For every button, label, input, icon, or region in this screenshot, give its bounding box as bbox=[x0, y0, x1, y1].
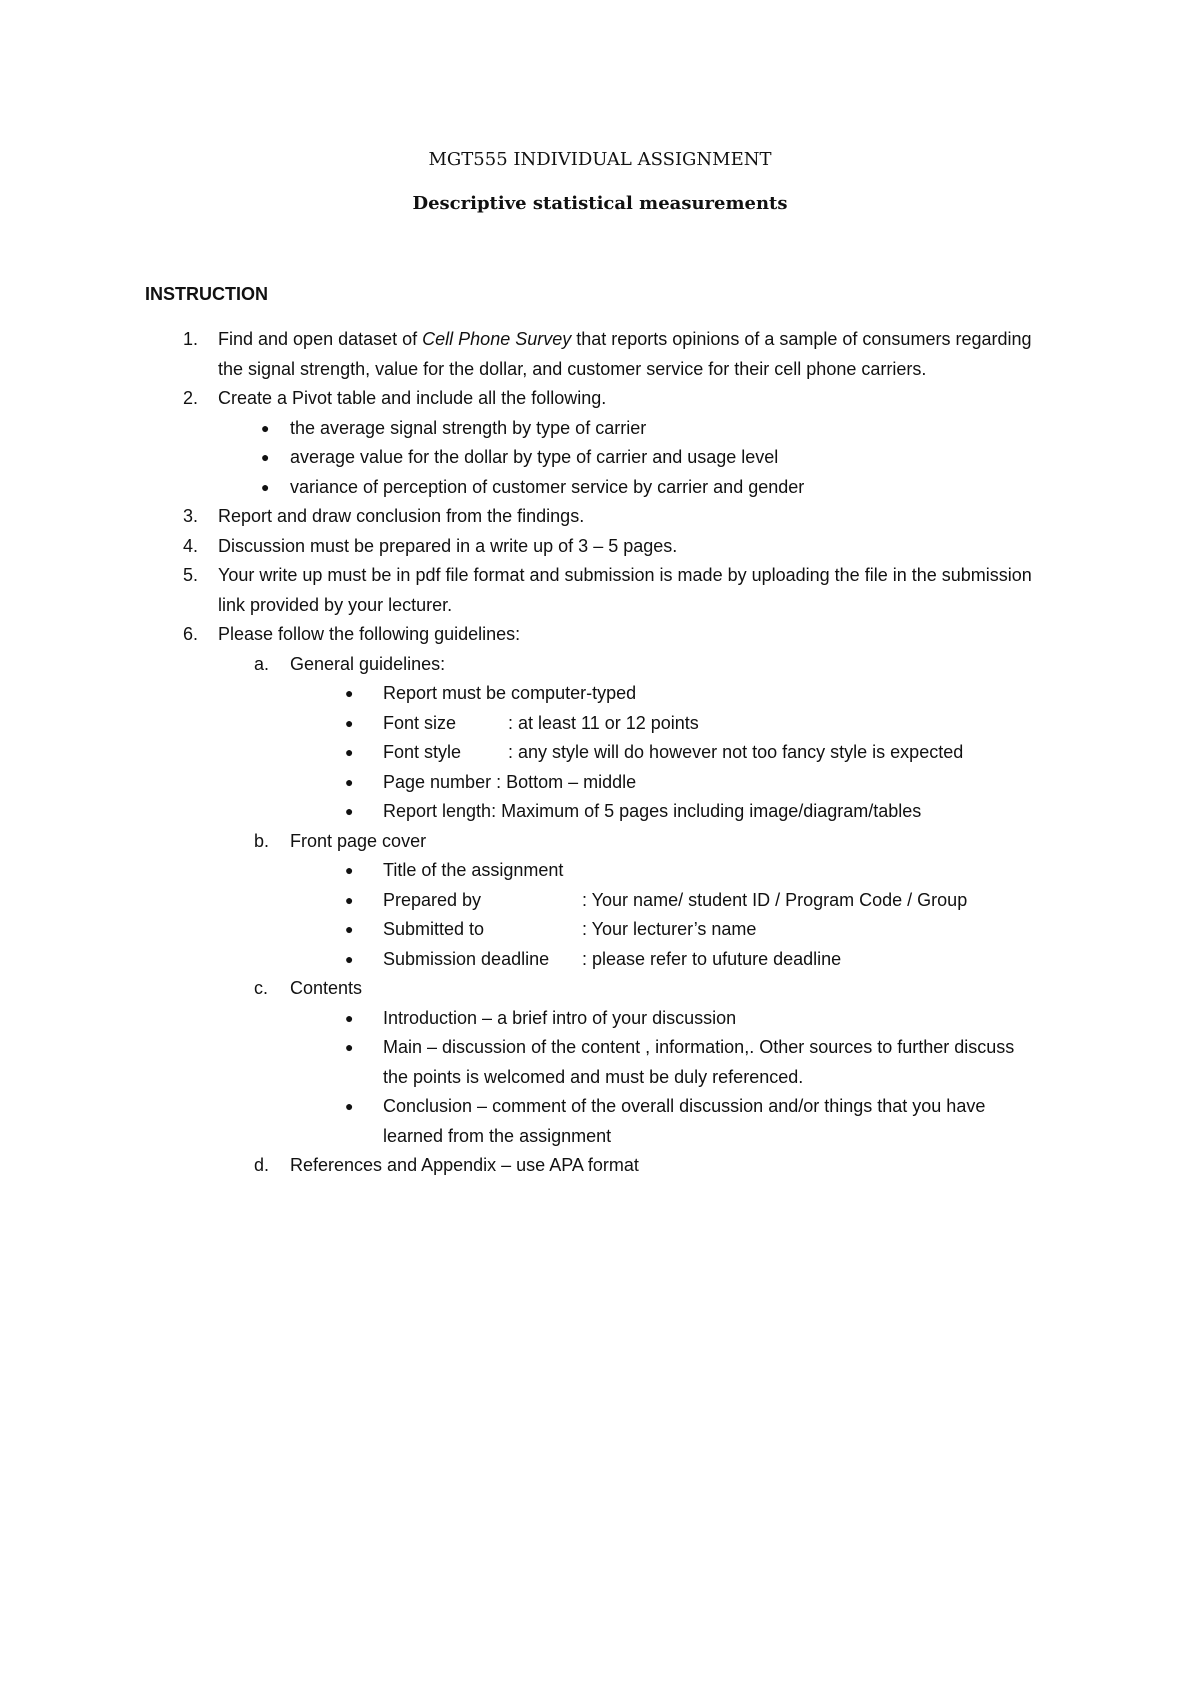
sub-item-letter: a. bbox=[254, 653, 270, 674]
field-label: Submission deadline bbox=[383, 948, 550, 969]
bullet-text bbox=[0, 886, 1043, 916]
item-text-part: Find and open dataset of bbox=[218, 329, 423, 349]
bullet-icon: ● bbox=[261, 478, 270, 495]
list-item bbox=[0, 502, 1200, 532]
bullet-icon: ● bbox=[345, 1098, 354, 1114]
bullet-text: average value for the dollar by type of carrier and usage level bbox=[290, 447, 779, 467]
sub-item bbox=[0, 650, 1200, 680]
document-subtitle: Descriptive statistical measurements bbox=[412, 193, 788, 214]
bullet-icon: ● bbox=[345, 773, 354, 790]
bullet-icon: ● bbox=[345, 921, 354, 937]
bullet-icon: ● bbox=[261, 449, 270, 465]
list-item bbox=[0, 325, 1200, 384]
bullet-text bbox=[0, 915, 1043, 945]
bullet-icon: ● bbox=[345, 862, 354, 878]
item-text: Discussion must be prepared in a write up of 3 – 5 pages. bbox=[218, 535, 678, 556]
item-text: Create a Pivot table and include all the following. bbox=[218, 388, 607, 408]
bullet-item bbox=[0, 709, 1200, 739]
field-value: : any style will do however not too fancy style is expected bbox=[508, 742, 964, 762]
field-label: Page number bbox=[383, 771, 492, 792]
bullet-item bbox=[0, 768, 1200, 798]
sub-item-letter: c. bbox=[254, 978, 269, 998]
bullet-item bbox=[0, 856, 1200, 886]
list-item bbox=[0, 620, 1200, 650]
bullet-item bbox=[0, 1004, 1200, 1034]
bullet-item bbox=[0, 473, 1200, 503]
bullet-text bbox=[0, 945, 1043, 975]
item-number: 1. bbox=[183, 329, 199, 349]
bullet-item bbox=[0, 443, 1200, 473]
item-text bbox=[0, 325, 1058, 384]
sub-item-letter: d. bbox=[254, 1155, 270, 1175]
bullet-icon: ● bbox=[345, 744, 354, 760]
bullet-text bbox=[0, 768, 1043, 798]
bullet-text: Report must be computer-typed bbox=[383, 683, 637, 703]
field-label: Font style bbox=[383, 742, 462, 762]
field-value: : Your lecturer’s name bbox=[582, 919, 757, 939]
bullet-item bbox=[0, 738, 1200, 768]
bullet-text: variance of perception of customer service by carrier and gender bbox=[290, 476, 805, 497]
bullet-item bbox=[0, 797, 1200, 827]
bullet-text: Main – discussion of the content , information,. Other sources to further discuss the points is welcomed and must be duly referenced. bbox=[383, 1037, 1015, 1087]
bullet-item bbox=[0, 414, 1200, 444]
item-number: 6. bbox=[183, 624, 199, 644]
list-item bbox=[0, 532, 1200, 562]
bullet-icon: ● bbox=[345, 803, 354, 819]
bullet-item bbox=[0, 945, 1200, 975]
item-text: Report and draw conclusion from the findings. bbox=[218, 506, 585, 526]
bullet-icon: ● bbox=[345, 1009, 354, 1026]
bullet-item bbox=[0, 915, 1200, 945]
item-number: 5. bbox=[183, 565, 199, 585]
bullet-text: Introduction – a brief intro of your discussion bbox=[383, 1007, 737, 1028]
bullet-text: the average signal strength by type of carrier bbox=[290, 417, 647, 438]
sub-item-letter: b. bbox=[254, 830, 270, 851]
instruction-heading: INSTRUCTION bbox=[145, 284, 268, 304]
sub-item-title: Contents bbox=[290, 978, 363, 998]
document-title: MGT555 INDIVIDUAL ASSIGNMENT bbox=[428, 149, 772, 170]
sub-item-title: References and Appendix – use APA format bbox=[290, 1155, 639, 1175]
item-text-part: that reports opinions of a sample of consumers regarding the signal strength, value for the dollar, and customer service for their cell phone carriers. bbox=[218, 329, 1032, 379]
item-number: 4. bbox=[183, 535, 199, 556]
bullet-icon: ● bbox=[261, 419, 270, 436]
bullet-text: Conclusion – comment of the overall discussion and/or things that you have learned from the assignment bbox=[383, 1096, 986, 1146]
list-item bbox=[0, 561, 1200, 620]
dataset-name: Cell Phone Survey bbox=[422, 329, 572, 349]
bullet-icon: ● bbox=[345, 685, 354, 701]
item-text: Please follow the following guidelines: bbox=[218, 624, 521, 644]
bullet-item bbox=[0, 679, 1200, 709]
bullet-item bbox=[0, 886, 1200, 916]
item-text: Your write up must be in pdf file format and submission is made by uploading the file in the submission link provided by your lecturer. bbox=[218, 565, 1032, 615]
bullet-item bbox=[0, 1092, 1200, 1151]
sub-item bbox=[0, 827, 1200, 857]
field-value: : Maximum of 5 pages including image/diagram/tables bbox=[491, 801, 922, 821]
sub-item bbox=[0, 974, 1200, 1004]
bullet-icon: ● bbox=[345, 1039, 354, 1055]
field-value: : Bottom – middle bbox=[496, 771, 637, 792]
field-value: : at least 11 or 12 points bbox=[508, 712, 699, 733]
sub-item bbox=[0, 1151, 1200, 1181]
field-label: Submitted to bbox=[383, 919, 485, 939]
field-label: Prepared by bbox=[383, 889, 482, 910]
bullet-icon: ● bbox=[345, 891, 354, 908]
field-value: : Your name/ student ID / Program Code / Group bbox=[582, 889, 968, 910]
bullet-item bbox=[0, 1033, 1200, 1092]
item-number: 3. bbox=[183, 506, 199, 526]
instruction-list bbox=[0, 325, 1200, 1181]
bullet-text bbox=[0, 797, 1043, 827]
bullet-text: Title of the assignment bbox=[383, 860, 564, 880]
bullet-text bbox=[0, 738, 1043, 768]
field-label: Report length bbox=[383, 801, 492, 821]
bullet-icon: ● bbox=[345, 714, 354, 731]
bullet-text bbox=[0, 709, 1043, 739]
item-number: 2. bbox=[183, 388, 199, 408]
sub-item-title: General guidelines: bbox=[290, 653, 446, 674]
field-value: : please refer to ufuture deadline bbox=[582, 948, 842, 969]
sub-item-title: Front page cover bbox=[290, 830, 427, 851]
bullet-icon: ● bbox=[345, 950, 354, 967]
field-label: Font size bbox=[383, 712, 457, 733]
list-item bbox=[0, 384, 1200, 414]
